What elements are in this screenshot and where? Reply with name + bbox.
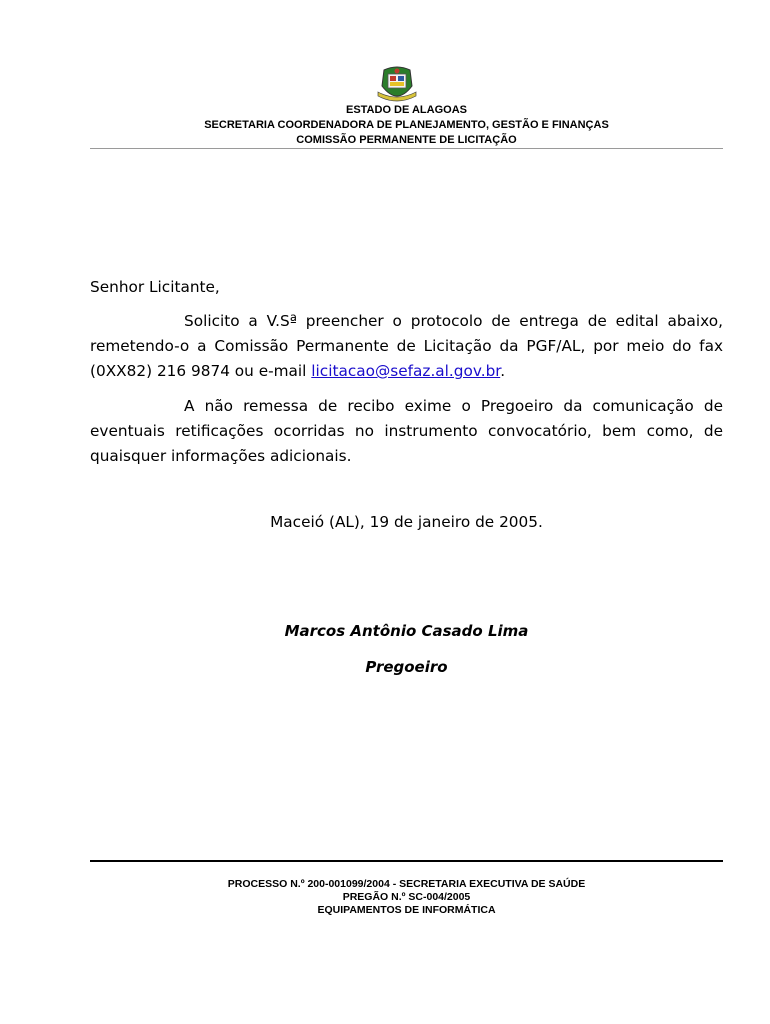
paragraph-notice: A não remessa de recibo exime o Pregoeiro da comunicação de eventuais retificações ocorridas no instrumento convocatório, bem como, de quaisquer informações adicionais. <box>90 397 723 465</box>
paragraph-request-text: Solicito a V.Sª preencher o protocolo de entrega de edital abaixo, remetendo-o a Comissão Permanente de Licitação da PGF/AL, por meio do fax (0XX82) 216 9874 ou e-mail <box>90 312 723 380</box>
signature-role: Pregoeiro <box>365 658 448 676</box>
footer-divider <box>90 860 723 862</box>
footer-auction: PREGÃO N.º SC-004/2005 <box>342 891 471 903</box>
header-commission: COMISSÃO PERMANENTE DE LICITAÇÃO <box>296 134 517 146</box>
salutation: Senhor Licitante, <box>90 278 220 296</box>
header-divider <box>90 148 723 149</box>
footer-process: PROCESSO N.º 200-001099/2004 - SECRETARIA EXECUTIVA DE SAÚDE <box>227 878 586 890</box>
signature-name: Marcos Antônio Casado Lima <box>284 622 529 640</box>
paragraph-request <box>90 309 723 384</box>
paragraph-request-end: . <box>500 362 506 380</box>
state-coat-of-arms-icon <box>376 66 418 104</box>
footer-subject: EQUIPAMENTOS DE INFORMÁTICA <box>317 904 496 916</box>
header-state: ESTADO DE ALAGOAS <box>345 104 467 116</box>
header-secretariat: SECRETARIA COORDENADORA DE PLANEJAMENTO, GESTÃO E FINANÇAS <box>204 119 609 131</box>
letter-date: Maceió (AL), 19 de janeiro de 2005. <box>270 513 543 531</box>
email-link[interactable]: licitacao@sefaz.al.gov.br <box>311 362 501 380</box>
